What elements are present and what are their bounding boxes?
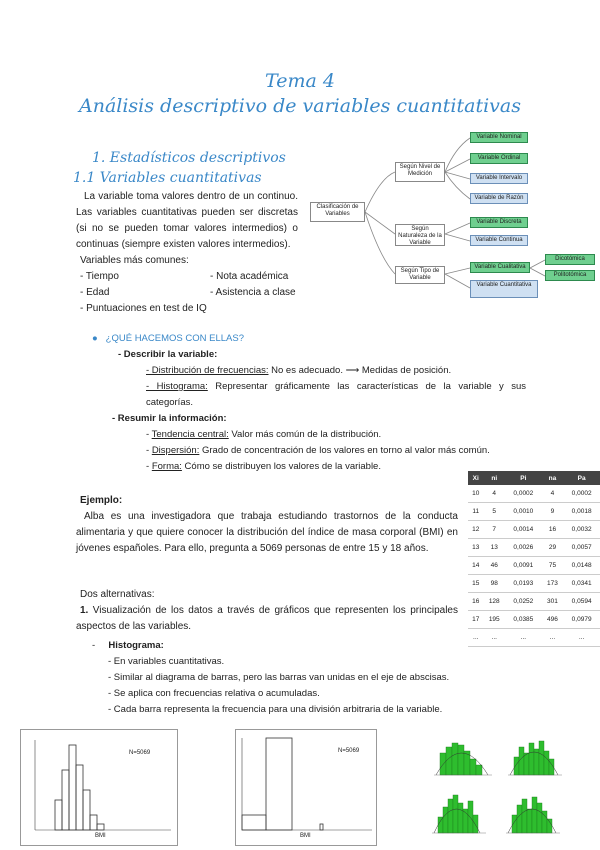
histograma-item: - Similar al diagrama de barras, pero las barras van unidas en el eje de abscisas. (108, 672, 450, 683)
table-cell: 16 (542, 521, 564, 539)
diagram-leaf: Variable Discreta (470, 217, 528, 228)
table-cell: 14 (468, 557, 483, 575)
resumir-item: - Forma: Cómo se distribuyen los valores de la variable. (146, 461, 381, 472)
table-cell: 301 (542, 593, 564, 611)
table-cell: 16 (468, 593, 483, 611)
table-cell: 15 (468, 575, 483, 593)
diagram-leaf: Variable Intervalo (470, 173, 528, 184)
describir-item-text: Representar gráficamente las características de la variable y sus categorías. (146, 381, 526, 408)
table-header-row (468, 471, 600, 485)
table-cell: 4 (483, 485, 505, 503)
describir-item-term: - Distribución de frecuencias: (146, 365, 269, 376)
frequency-table (468, 471, 600, 647)
histogram-2-xlabel: BMI (300, 833, 311, 839)
table-cell: 0,0091 (505, 557, 542, 575)
diagram-leaf: Variable Cuantitativa (470, 280, 538, 298)
table-cell: 0,0002 (563, 485, 600, 503)
table-cell: 0,0148 (563, 557, 600, 575)
table-cell: 7 (483, 521, 505, 539)
histograma-label: - Histograma: (92, 640, 164, 651)
diagram-branch: Según Nivel de Medición (395, 162, 445, 182)
table-cell: 75 (542, 557, 564, 575)
histograma-item: - Se aplica con frecuencias relativa o acumuladas. (108, 688, 320, 699)
intro-paragraph: La variable toma valores dentro de un continuo. Las variables cuantitativas pueden ser discretas (si no se pueden tomar valores intermedios) o continuas (siempre existen valores intermedios). (76, 191, 298, 250)
histogram-figure-2 (235, 729, 377, 846)
table-cell: 13 (468, 539, 483, 557)
resumir-item-text: Cómo se distribuyen los valores de la variable. (181, 461, 381, 472)
histogram-1-xlabel: BMI (95, 833, 106, 839)
table-cell: 46 (483, 557, 505, 575)
table-cell: ... (542, 629, 564, 647)
table-cell: 0,0002 (505, 485, 542, 503)
histogram-2-n: N=5069 (338, 748, 360, 754)
resumir-item-term: Tendencia central: (151, 429, 229, 440)
table-row (468, 485, 600, 503)
table-header: Xi (468, 471, 483, 485)
table-row (468, 629, 600, 647)
resumir-item: - Dispersión: Grado de concentración de los valores en torno al valor más común. (146, 445, 490, 456)
table-header: Pa (563, 471, 600, 485)
list-item: - Tiempo (80, 271, 119, 282)
diagram-leaf: Variable Nominal (470, 132, 528, 143)
page-subtitle: Análisis descriptivo de variables cuantitativas (78, 95, 521, 117)
table-cell: 0,0032 (563, 521, 600, 539)
table-cell: 0,0594 (563, 593, 600, 611)
resumir-item-text: Grado de concentración de los valores en torno al valor más común. (199, 445, 490, 456)
table-cell: 5 (483, 503, 505, 521)
alternativas-number: 1. (80, 605, 89, 616)
alternativas-text: Visualización de los datos a través de gráficos que representen los principales aspectos de las variables. (76, 605, 458, 632)
table-cell: ... (505, 629, 542, 647)
table-row (468, 521, 600, 539)
table-cell: 0,0252 (505, 593, 542, 611)
list-item: - Asistencia a clase (210, 287, 296, 298)
table-cell: 0,0341 (563, 575, 600, 593)
diagram-leaf: Variable Ordinal (470, 153, 528, 164)
table-header: Pi (505, 471, 542, 485)
que-hacemos-heading (92, 331, 244, 347)
resumir-label: - Resumir la información: (112, 413, 227, 424)
table-cell: 98 (483, 575, 505, 593)
histogram-figure-1 (20, 729, 178, 846)
table-cell: 0,0010 (505, 503, 542, 521)
diagram-branch: Según Tipo de Variable (395, 266, 445, 284)
histogram-1-n: N=5069 (129, 750, 151, 756)
table-cell: 0,0057 (563, 539, 600, 557)
table-cell: 195 (483, 611, 505, 629)
histograma-item: - En variables cuantitativas. (108, 656, 225, 667)
list-item: - Puntuaciones en test de IQ (80, 303, 207, 314)
table-header: ni (483, 471, 505, 485)
table-cell: 173 (542, 575, 564, 593)
subsection-heading: 1.1 Variables cuantitativas (73, 170, 262, 186)
bullet-icon: ● (92, 333, 98, 344)
table-cell: 0,0014 (505, 521, 542, 539)
table-cell: 10 (468, 485, 483, 503)
table-cell: 9 (542, 503, 564, 521)
table-cell: 13 (483, 539, 505, 557)
table-cell: 0,0018 (563, 503, 600, 521)
histogram-grid (428, 729, 580, 844)
green-histograms (428, 729, 580, 844)
table-cell: 29 (542, 539, 564, 557)
table-cell: ... (563, 629, 600, 647)
histograma-text: Histograma: (108, 640, 164, 651)
table-cell: ... (468, 629, 483, 647)
classification-diagram (305, 128, 600, 303)
table-cell: 17 (468, 611, 483, 629)
histogram-1 (21, 730, 177, 845)
diagram-leaf: Dicotómica (545, 254, 595, 265)
que-hacemos-text: ¿QUÉ HACEMOS CON ELLAS? (105, 333, 244, 344)
diagram-leaf: Variable Cualitativa (470, 262, 530, 273)
table-row (468, 575, 600, 593)
table-row (468, 611, 600, 629)
table-cell: 128 (483, 593, 505, 611)
alternativas-label: Dos alternativas: (80, 589, 155, 600)
table-header: na (542, 471, 564, 485)
resumir-item-term: Forma: (151, 461, 182, 472)
table-cell: 0,0193 (505, 575, 542, 593)
diagram-leaf: Politotómica (545, 270, 595, 281)
table-row (468, 593, 600, 611)
common-label: Variables más comunes: (80, 255, 189, 266)
table-row (468, 557, 600, 575)
histograma-item: - Cada barra representa la frecuencia para una división arbitraria de la variable. (108, 704, 443, 715)
diagram-leaf: Variable de Razón (470, 193, 528, 204)
resumir-item-text: Valor más común de la distribución. (228, 429, 382, 440)
resumir-item-term: Dispersión: (151, 445, 200, 456)
resumir-item: - Tendencia central: Valor más común de la distribución. (146, 429, 382, 440)
table-cell: 0,0979 (563, 611, 600, 629)
describir-label: - Describir la variable: (118, 349, 218, 360)
page-title: Tema 4 (265, 70, 335, 92)
section-heading: 1. Estadísticos descriptivos (92, 150, 286, 166)
describir-item-text: No es adecuado. ⟶ Medidas de posición. (268, 365, 452, 376)
table-cell: ... (483, 629, 505, 647)
diagram-branch: Según Naturaleza de la Variable (395, 224, 445, 246)
table-cell: 0,0026 (505, 539, 542, 557)
table-cell: 11 (468, 503, 483, 521)
list-item: - Nota académica (210, 271, 289, 282)
describir-item (146, 363, 526, 379)
ejemplo-label: Ejemplo: (80, 495, 123, 506)
describir-item (146, 379, 526, 410)
diagram-leaf: Variable Continua (470, 235, 528, 246)
table-row (468, 503, 600, 521)
table-cell: 4 (542, 485, 564, 503)
alternativas-paragraph (76, 603, 458, 635)
ejemplo-text: Alba es una investigadora que trabaja estudiando trastornos de la conducta alimentaria y que quiere conocer la distribución del índice de masa corporal (BMI) en jóvenes españoles. Para ello, pregunta a 5069 personas de entre 15 y 18 años. (76, 511, 458, 554)
list-item: - Edad (80, 287, 110, 298)
table-row (468, 539, 600, 557)
table-cell: 0,0385 (505, 611, 542, 629)
describir-item-term: - Histograma: (146, 381, 208, 392)
diagram-root: Clasificación de Variables (310, 202, 365, 222)
table-cell: 12 (468, 521, 483, 539)
table-cell: 496 (542, 611, 564, 629)
